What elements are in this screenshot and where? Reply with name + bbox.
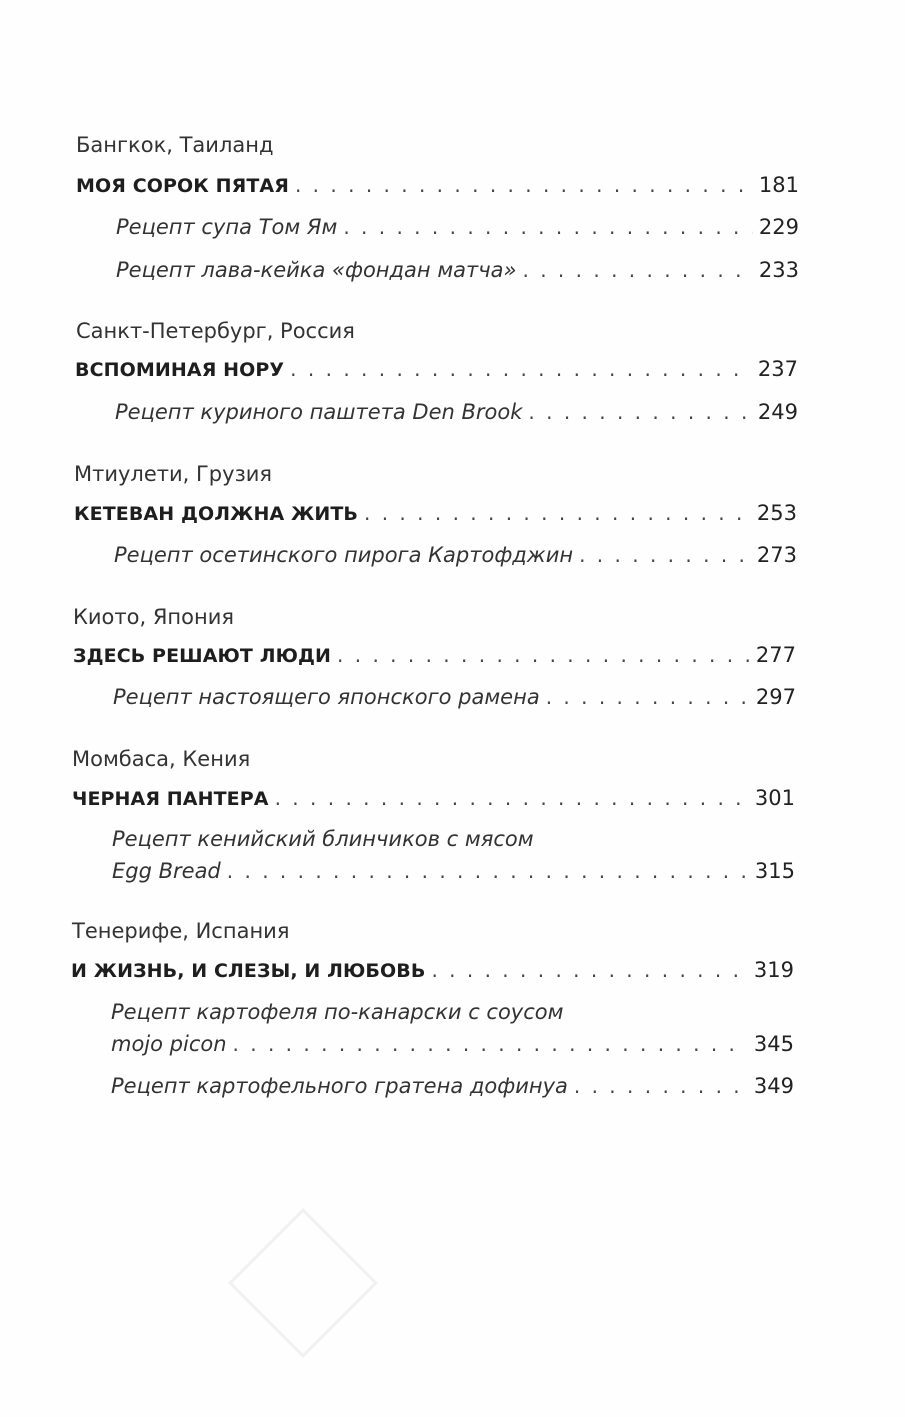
leader-dots bbox=[523, 253, 753, 287]
leader-dots bbox=[546, 680, 750, 714]
leader-dots bbox=[275, 781, 749, 815]
page-number: 237 bbox=[757, 357, 798, 381]
page-number: 249 bbox=[757, 400, 798, 424]
leader-dots bbox=[290, 352, 752, 386]
chapter-title: МОЯ СОРОК ПЯТАЯ bbox=[76, 175, 289, 197]
page-number: 229 bbox=[758, 215, 799, 239]
page-number: 301 bbox=[754, 786, 795, 810]
recipe-title: Egg Bread bbox=[112, 859, 221, 883]
location-heading: Тенерифе, Испания bbox=[72, 919, 290, 943]
page-number: 233 bbox=[758, 258, 799, 282]
recipe-title-line: Рецепт картофеля по-канарски с соусом bbox=[111, 1000, 564, 1024]
leader-dots bbox=[579, 538, 751, 572]
chapter-entry[interactable] bbox=[71, 953, 794, 987]
chapter-title: ЧЕРНАЯ ПАНТЕРА bbox=[72, 788, 269, 810]
leader-dots bbox=[528, 395, 752, 429]
leader-dots bbox=[227, 854, 749, 888]
recipe-entry[interactable] bbox=[116, 253, 799, 287]
chapter-title: И ЖИЗНЬ, И СЛЕЗЫ, И ЛЮБОВЬ bbox=[71, 960, 426, 982]
recipe-entry[interactable] bbox=[116, 210, 799, 244]
recipe-title: Рецепт настоящего японского рамена bbox=[113, 685, 540, 709]
page-number: 319 bbox=[753, 958, 794, 982]
chapter-entry[interactable] bbox=[75, 352, 798, 386]
recipe-title: Рецепт картофельного гратена дофинуа bbox=[111, 1074, 568, 1098]
recipe-title: mojo picon bbox=[111, 1032, 227, 1056]
recipe-title: Рецепт куриного паштета Den Brook bbox=[115, 400, 523, 424]
recipe-entry[interactable] bbox=[113, 680, 796, 714]
location-heading: Киото, Япония bbox=[73, 605, 235, 629]
chapter-entry[interactable] bbox=[76, 168, 799, 202]
recipe-entry[interactable] bbox=[112, 854, 795, 888]
page-number: 349 bbox=[753, 1074, 794, 1098]
recipe-title-line: Рецепт кенийский блинчиков с мясом bbox=[112, 827, 534, 851]
location-heading: Мтиулети, Грузия bbox=[74, 462, 273, 486]
leader-dots bbox=[431, 953, 747, 987]
recipe-entry[interactable] bbox=[115, 395, 798, 429]
location-heading: Бангкок, Таиланд bbox=[76, 133, 274, 157]
leader-dots bbox=[233, 1027, 748, 1061]
leader-dots bbox=[337, 638, 750, 672]
recipe-title: Рецепт супа Том Ям bbox=[116, 215, 338, 239]
page-number: 297 bbox=[755, 685, 796, 709]
chapter-entry[interactable] bbox=[72, 781, 795, 815]
recipe-title: Рецепт осетинского пирога Картофджин bbox=[114, 543, 574, 567]
leader-dots bbox=[295, 168, 753, 202]
page-number: 277 bbox=[755, 643, 796, 667]
page-number: 315 bbox=[754, 859, 795, 883]
page-number: 273 bbox=[756, 543, 797, 567]
chapter-entry[interactable] bbox=[73, 638, 796, 672]
leader-dots bbox=[364, 496, 751, 530]
recipe-title: Рецепт лава-кейка «фондан матча» bbox=[116, 258, 517, 282]
location-heading: Санкт-Петербург, Россия bbox=[76, 319, 355, 343]
leader-dots bbox=[343, 210, 753, 244]
page-number: 345 bbox=[753, 1032, 794, 1056]
leader-dots bbox=[574, 1069, 748, 1103]
chapter-title: ЗДЕСЬ РЕШАЮТ ЛЮДИ bbox=[73, 645, 332, 667]
recipe-entry[interactable] bbox=[114, 538, 797, 572]
page-number: 253 bbox=[756, 501, 797, 525]
chapter-title: ВСПОМИНАЯ НОРУ bbox=[75, 359, 285, 381]
recipe-entry[interactable] bbox=[111, 1069, 794, 1103]
chapter-entry[interactable] bbox=[74, 496, 797, 530]
recipe-entry[interactable] bbox=[111, 1027, 794, 1061]
chapter-title: КЕТЕВАН ДОЛЖНА ЖИТЬ bbox=[74, 503, 358, 525]
location-heading: Момбаса, Кения bbox=[72, 747, 251, 771]
page-number: 181 bbox=[758, 173, 799, 197]
